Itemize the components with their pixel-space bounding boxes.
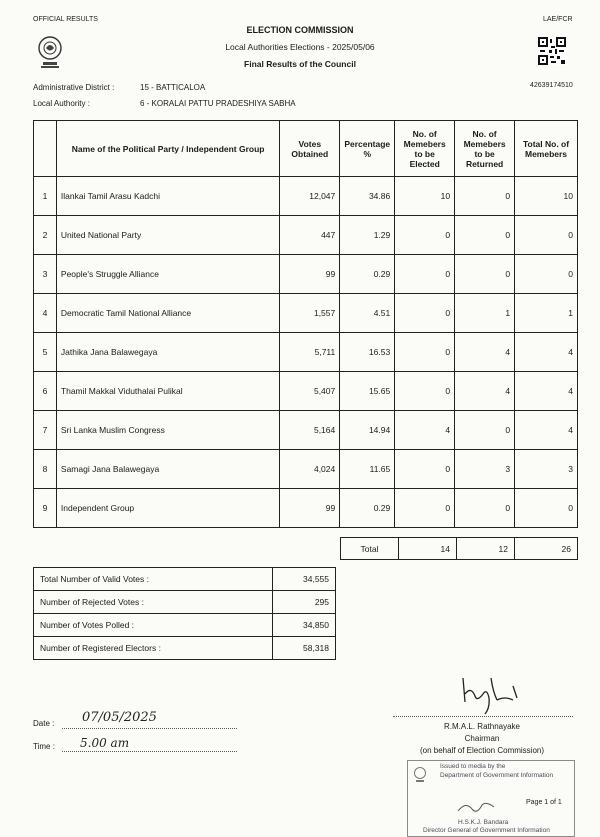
table-row xyxy=(34,177,578,216)
valid-votes-value: 34,555 xyxy=(273,568,336,591)
row-number: 9 xyxy=(34,489,57,528)
header-total: Total No. of Memebers xyxy=(515,121,578,177)
registered-electors-label: Number of Registered Electors : xyxy=(34,637,273,660)
party-name: Thamil Makkal Viduthalai Pulikal xyxy=(56,372,279,411)
members-total: 0 xyxy=(515,255,578,294)
members-returned: 0 xyxy=(455,489,515,528)
members-elected: 0 xyxy=(395,450,455,489)
members-total: 3 xyxy=(515,450,578,489)
election-line: Local Authorities Elections - 2025/05/06 xyxy=(225,42,375,52)
table-row xyxy=(34,411,578,450)
percentage: 1.29 xyxy=(340,216,395,255)
signature-line xyxy=(393,716,573,717)
date-line xyxy=(62,728,237,729)
row-number: 3 xyxy=(34,255,57,294)
table-row xyxy=(34,255,578,294)
official-results-label: OFFICIAL RESULTS xyxy=(33,16,98,23)
percentage: 0.29 xyxy=(340,489,395,528)
table-header-row xyxy=(34,121,578,177)
row-number: 4 xyxy=(34,294,57,333)
time-handwritten: 5.00 am xyxy=(80,736,130,750)
party-name: Independent Group xyxy=(56,489,279,528)
valid-votes-label: Total Number of Valid Votes : xyxy=(34,568,273,591)
members-elected: 0 xyxy=(395,255,455,294)
members-total: 4 xyxy=(515,372,578,411)
qr-code-icon xyxy=(538,37,566,70)
district-label: Administrative District : xyxy=(33,83,115,92)
date-handwritten: 07/05/2025 xyxy=(82,710,157,725)
members-elected: 0 xyxy=(395,216,455,255)
party-name: Democratic Tamil National Alliance xyxy=(56,294,279,333)
signatory-behalf: (on behalf of Election Commission) xyxy=(419,746,545,755)
party-name: United National Party xyxy=(56,216,279,255)
percentage: 34.86 xyxy=(340,177,395,216)
percentage: 0.29 xyxy=(340,255,395,294)
members-elected: 0 xyxy=(395,333,455,372)
authority-value: 6 - KORALAI PATTU PRADESHIYA SABHA xyxy=(140,99,296,108)
row-number: 5 xyxy=(34,333,57,372)
row-number: 2 xyxy=(34,216,57,255)
members-total: 4 xyxy=(515,333,578,372)
district-value: 15 - BATTICALOA xyxy=(140,83,206,92)
summary-row xyxy=(34,568,336,591)
stamp-line-2: Department of Government Information xyxy=(440,772,554,779)
totals-row xyxy=(340,537,578,560)
members-elected: 4 xyxy=(395,411,455,450)
results-subtitle: Final Results of the Council xyxy=(244,59,356,69)
government-information-stamp xyxy=(407,760,575,837)
results-table xyxy=(33,120,578,528)
members-elected: 0 xyxy=(395,372,455,411)
party-name: Sri Lanka Muslim Congress xyxy=(56,411,279,450)
members-returned: 4 xyxy=(455,333,515,372)
members-total: 0 xyxy=(515,216,578,255)
totals-total: 26 xyxy=(515,538,578,560)
header-party: Name of the Political Party / Independent Group xyxy=(56,121,279,177)
party-name: Jathika Jana Balawegaya xyxy=(56,333,279,372)
vote-summary xyxy=(33,567,336,660)
signatory-name: R.M.A.L. Rathnayake xyxy=(443,722,521,731)
table-row xyxy=(34,216,578,255)
table-row xyxy=(34,372,578,411)
stamp-role: Director General of Government Information xyxy=(423,827,550,834)
row-number: 6 xyxy=(34,372,57,411)
authority-label: Local Authority : xyxy=(33,99,90,108)
time-label: Time : xyxy=(33,742,55,751)
stamp-signature-icon xyxy=(456,799,496,819)
stamp-emblem-icon xyxy=(413,766,427,786)
members-total: 4 xyxy=(515,411,578,450)
members-total: 1 xyxy=(515,294,578,333)
members-returned: 1 xyxy=(455,294,515,333)
page-indicator: Page 1 of 1 xyxy=(526,799,562,806)
document-number: 42639174510 xyxy=(530,82,573,89)
table-row xyxy=(34,294,578,333)
summary-row xyxy=(34,637,336,660)
totals-elected: 14 xyxy=(399,538,457,560)
registered-electors-value: 58,318 xyxy=(273,637,336,660)
time-line xyxy=(62,751,237,752)
stamp-line-1: Issued to media by the xyxy=(440,763,506,770)
emblem-icon xyxy=(37,32,63,77)
members-elected: 0 xyxy=(395,489,455,528)
header-returned: No. of Memebers to be Returned xyxy=(455,121,515,177)
members-elected: 0 xyxy=(395,294,455,333)
rejected-votes-value: 295 xyxy=(273,591,336,614)
table-row xyxy=(34,489,578,528)
members-returned: 4 xyxy=(455,372,515,411)
totals-label: Total xyxy=(341,538,399,560)
percentage: 11.65 xyxy=(340,450,395,489)
votes-obtained: 5,407 xyxy=(280,372,340,411)
row-number: 7 xyxy=(34,411,57,450)
header-percentage: Percentage % xyxy=(340,121,395,177)
members-total: 10 xyxy=(515,177,578,216)
votes-obtained: 1,557 xyxy=(280,294,340,333)
members-returned: 0 xyxy=(455,255,515,294)
members-returned: 0 xyxy=(455,216,515,255)
votes-obtained: 5,164 xyxy=(280,411,340,450)
members-returned: 3 xyxy=(455,450,515,489)
table-row xyxy=(34,450,578,489)
votes-obtained: 5,711 xyxy=(280,333,340,372)
commission-title: ELECTION COMMISSION xyxy=(246,25,354,35)
members-returned: 0 xyxy=(455,177,515,216)
date-label: Date : xyxy=(33,719,55,728)
summary-row xyxy=(34,591,336,614)
percentage: 15.65 xyxy=(340,372,395,411)
percentage: 16.53 xyxy=(340,333,395,372)
row-number: 1 xyxy=(34,177,57,216)
votes-polled-value: 34,850 xyxy=(273,614,336,637)
header-votes: Votes Obtained xyxy=(280,121,340,177)
document-ref: LAE/FCR xyxy=(543,16,573,23)
header-serial xyxy=(34,121,57,177)
party-name: Samagi Jana Balawegaya xyxy=(56,450,279,489)
table-row xyxy=(34,333,578,372)
summary-row xyxy=(34,614,336,637)
signatory-role: Chairman xyxy=(464,734,500,743)
votes-obtained: 4,024 xyxy=(280,450,340,489)
members-returned: 0 xyxy=(455,411,515,450)
votes-obtained: 447 xyxy=(280,216,340,255)
votes-obtained: 12,047 xyxy=(280,177,340,216)
party-name: Ilankai Tamil Arasu Kadchi xyxy=(56,177,279,216)
members-total: 0 xyxy=(515,489,578,528)
rejected-votes-label: Number of Rejected Votes : xyxy=(34,591,273,614)
stamp-name: H.S.K.J. Bandara xyxy=(458,819,509,826)
header-elected: No. of Memebers to be Elected xyxy=(395,121,455,177)
percentage: 14.94 xyxy=(340,411,395,450)
votes-obtained: 99 xyxy=(280,255,340,294)
members-elected: 10 xyxy=(395,177,455,216)
totals-returned: 12 xyxy=(457,538,515,560)
row-number: 8 xyxy=(34,450,57,489)
votes-polled-label: Number of Votes Polled : xyxy=(34,614,273,637)
percentage: 4.51 xyxy=(340,294,395,333)
party-name: People's Struggle Alliance xyxy=(56,255,279,294)
votes-obtained: 99 xyxy=(280,489,340,528)
